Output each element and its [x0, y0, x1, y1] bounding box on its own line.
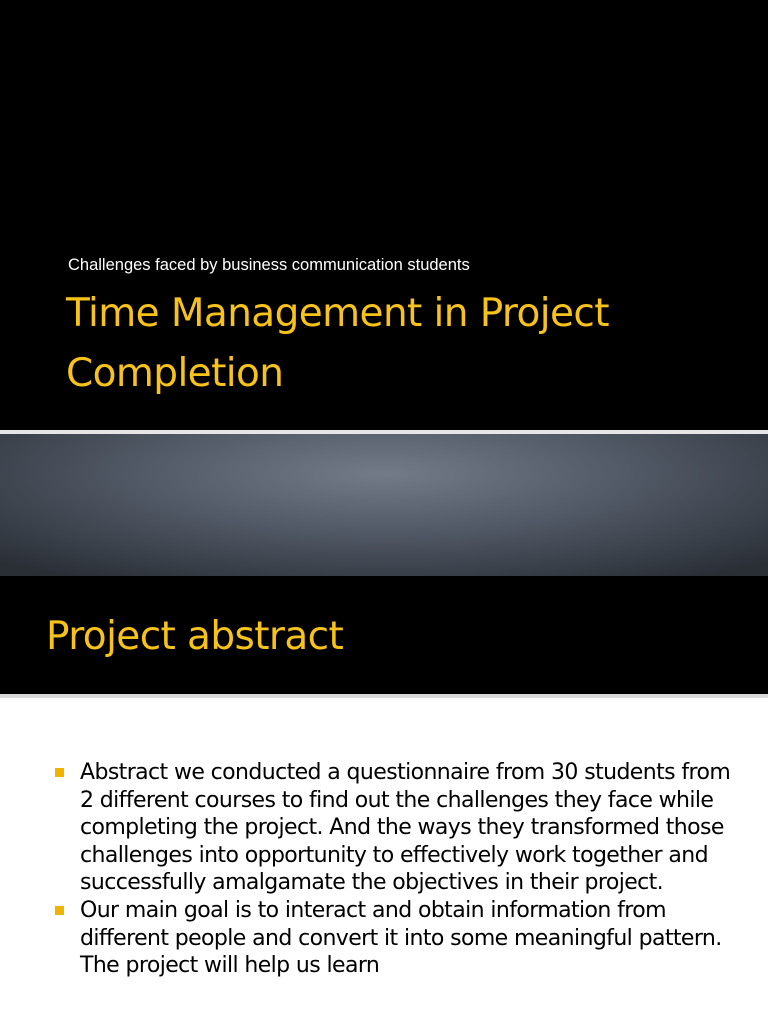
bullet-text: Abstract we conducted a questionnaire from 30 students from 2 different courses to find out the challenges they face while completing the project. And the ways they transformed those challenges into opportunity to effectively work together and successfully amalgamate the objectives in their project.: [80, 760, 731, 896]
square-bullet-icon: [55, 906, 64, 915]
slide-subtitle: Challenges faced by business communication students: [68, 256, 470, 274]
abstract-slide-title: Project abstract: [46, 614, 344, 659]
title-slide: [0, 0, 768, 430]
bullet-item: [52, 897, 742, 980]
bullet-item: [52, 759, 742, 897]
slide-gradient-band: [0, 434, 768, 576]
abstract-bullet-list: [52, 759, 742, 980]
slide-title: Time Management in Project Completion: [66, 291, 609, 396]
square-bullet-icon: [55, 768, 64, 777]
bullet-text: Our main goal is to interact and obtain information from different people and convert it into some meaningful pattern. The project will help us learn: [80, 897, 722, 979]
